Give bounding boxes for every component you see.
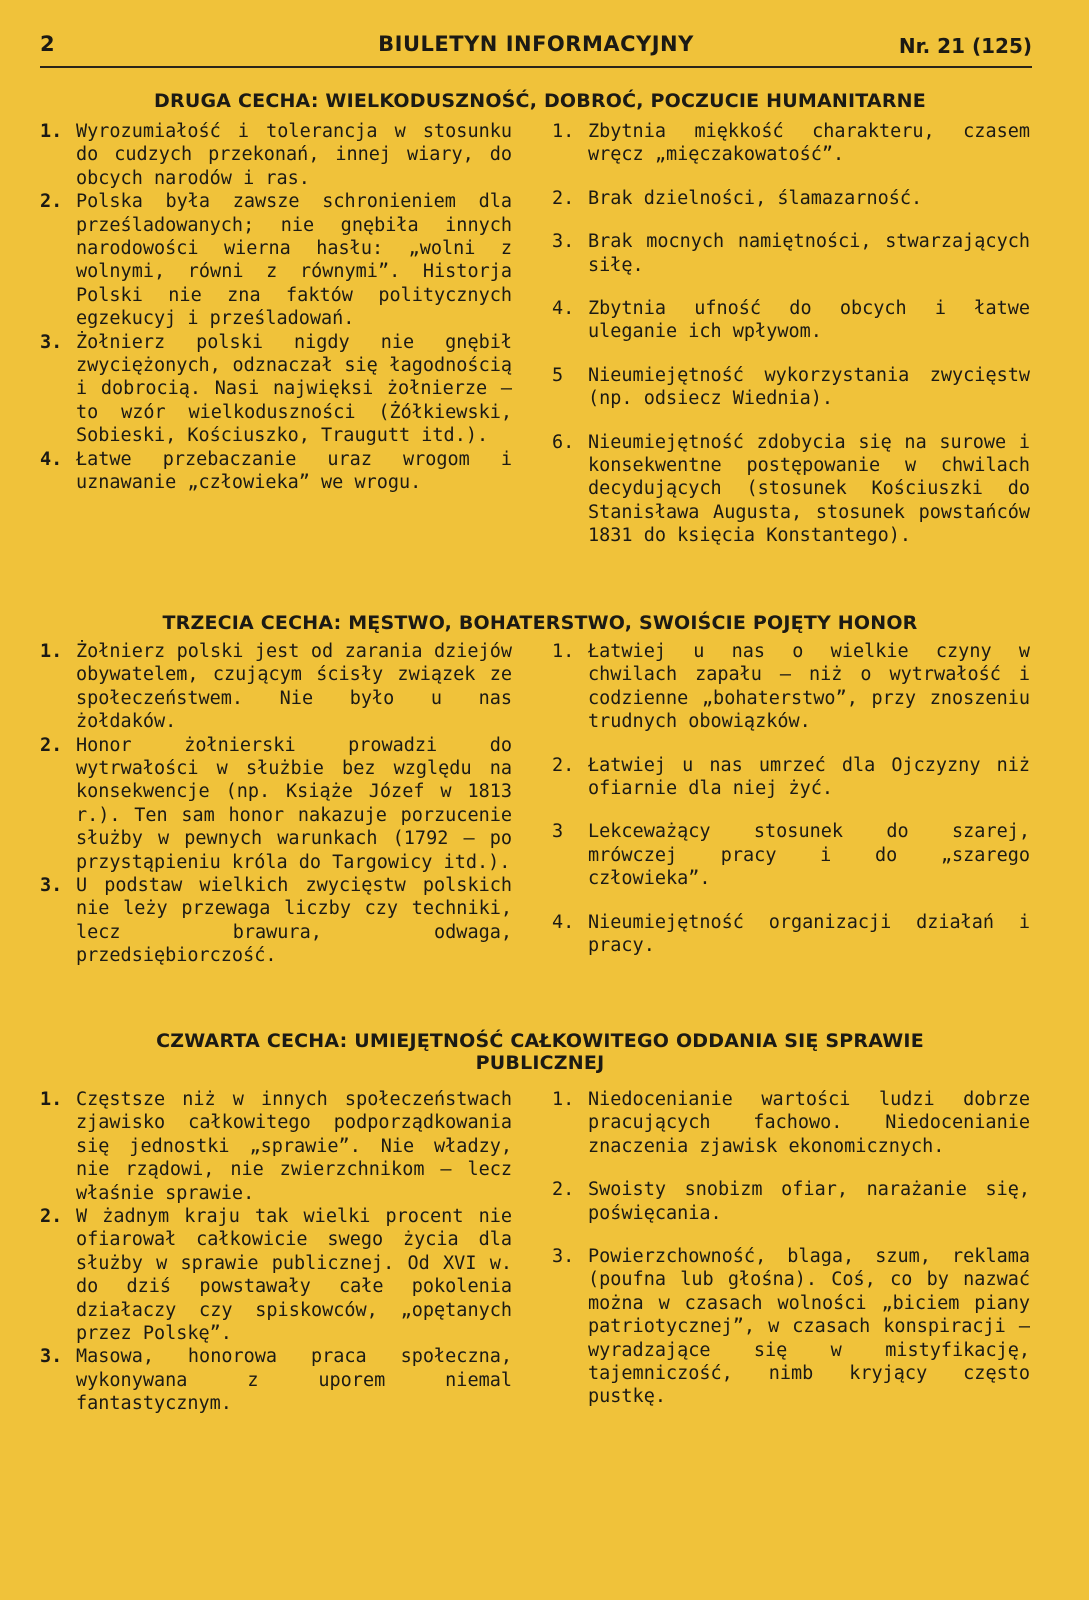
list-item: 2. W żadnym kraju tak wielki procent nie ofiarował całkowicie swego życia dla służby w sprawie publicznej. Od XVI w. do dziś powstawały całe pokolenia działaczy czy spiskowców, „opętanych przez Polskę”.	[40, 1206, 512, 1345]
list-item: 4. Zbytnia ufność do obcych i łatwe uleganie ich wpływom.	[552, 298, 1030, 343]
list-item: 2. Łatwiej u nas umrzeć dla Ojczyzny niż ofiarnie dla niej żyć.	[552, 754, 1030, 800]
section-title-czwarta: CZWARTA CECHA: UMIEJĘTNOŚĆ CAŁKOWITEGO ODDANIA SIĘ SPRAWIE PUBLICZNEJ	[156, 1030, 924, 1074]
list-item: 1. Zbytnia miękkość charakteru, czasem wręcz „mięczakowatość”.	[552, 121, 1030, 166]
list-item: 3 Lekceważący stosunek do szarej, mrówczej pracy i do „szarego człowieka”.	[552, 821, 1030, 890]
list-item: 2. Honor żołnierski prowadzi do wytrwałości w służbie bez względu na konsekwencje (np. Książe Józef w 1813 r.). Ten sam honor nakazuje porzucenie służby w pewnych warunkach (1792 — po przystąpieniu króla do Targowicy itd.).	[40, 734, 512, 873]
section-czwarta-flaws	[548, 1088, 1030, 1409]
list-item: 6. Nieumiejętność zdobycia się na surowe i konsekwentne postępowanie w chwilach decydujących (stosunek Kościuszki do Stanisława Augusta, stosunek powstańców 1831 do księcia Konstantego).	[552, 431, 1030, 547]
list-item: 4. Nieumiejętność organizacji działań i pracy.	[552, 911, 1030, 957]
list-item: 1. Wyrozumiałość i tolerancja w stosunku do cudzych przekonań, innej wiary, do obcych narodów i ras.	[40, 121, 512, 189]
publication-title: BIULETYN INFORMACYJNY	[378, 32, 694, 56]
section-czwarta-virtues	[36, 1088, 512, 1416]
section-druga-flaws	[548, 120, 1030, 548]
list-item: 1. Częstsze niż w innych społeczeństwach zjawisko całkowitego podporządkowania się jednostki „sprawie”. Nie władzy, nie rządowi, nie zwierzchnikom — lecz właśnie sprawie.	[40, 1089, 512, 1204]
list-item: 1. Łatwiej u nas o wielkie czyny w chwilach zapału — niż o wytrwałość i codzienne „bohaterstwo”, przy znoszeniu trudnych obowiązków.	[552, 641, 1030, 733]
list-item: 1. Żołnierz polski jest od zarania dziejów obywatelem, czującym ścisły związek ze społeczeństwem. Nie było u nas żołdaków.	[40, 641, 512, 733]
list-item: 2. Brak dzielności, ślamazarność.	[552, 187, 923, 209]
list-item: 3. Brak mocnych namiętności, stwarzających siłę.	[552, 231, 1030, 276]
list-item: 2. Swoisty snobizm ofiar, narażanie się, poświęcania.	[552, 1179, 1030, 1224]
list-item: 1. Niedocenianie wartości ludzi dobrze pracujących fachowo. Niedocenianie znaczenia zjawisk ekonomicznych.	[552, 1089, 1030, 1157]
section-trzecia-flaws	[548, 640, 1030, 957]
section-title-druga: DRUGA CECHA: WIELKODUSZNOŚĆ, DOBROĆ, POCZUCIE HUMANITARNE	[154, 90, 926, 112]
issue-number: Nr. 21 (125)	[898, 34, 1032, 58]
list-item: 3. Żołnierz polski nigdy nie gnębił zwyciężonych, odznaczał się łagodnością i dobrocią. Nasi najwięksi żołnierze — to wzór wielkoduszności (Żółkiewski, Sobieski, Kościuszko, Traugutt itd.).	[40, 331, 512, 447]
list-item: 4. Łatwe przebaczanie uraz wrogom i uznawanie „człowieka” we wrogu.	[40, 448, 512, 494]
section-title-trzecia: TRZECIA CECHA: MĘSTWO, BOHATERSTWO, SWOIŚCIE POJĘTY HONOR	[162, 612, 918, 634]
page-number: 2	[40, 32, 55, 56]
list-item: 2. Polska była zawsze schronieniem dla prześladowanych; nie gnębiła innych narodowości wierna hasłu: „wolni z wolnymi, równi z równymi”. Historja Polski nie zna faktów politycznych egzekucyj i prześladowań.	[40, 191, 512, 330]
list-item: 3. Powierzchowność, blaga, szum, reklama (poufna lub głośna). Coś, co by nazwać można w czasach wolności „biciem piany patriotycznej”, w czasach konspiracji — wyradzające się w mistyfikację, tajemniczość, nimb kryjący często pustkę.	[552, 1246, 1030, 1408]
section-trzecia-virtues	[36, 640, 512, 968]
list-item: 3. Masowa, honorowa praca społeczna, wykonywana z uporem niemal fantastycznym.	[40, 1346, 512, 1415]
section-druga-virtues	[36, 120, 512, 495]
list-item: 3. U podstaw wielkich zwycięstw polskich nie leży przewaga liczby czy techniki, lecz brawura, odwaga, przedsiębiorczość.	[40, 875, 512, 967]
page-header	[40, 30, 1032, 68]
list-item: 5 Nieumiejętność wykorzystania zwycięstw (np. odsiecz Wiednia).	[552, 364, 1030, 410]
